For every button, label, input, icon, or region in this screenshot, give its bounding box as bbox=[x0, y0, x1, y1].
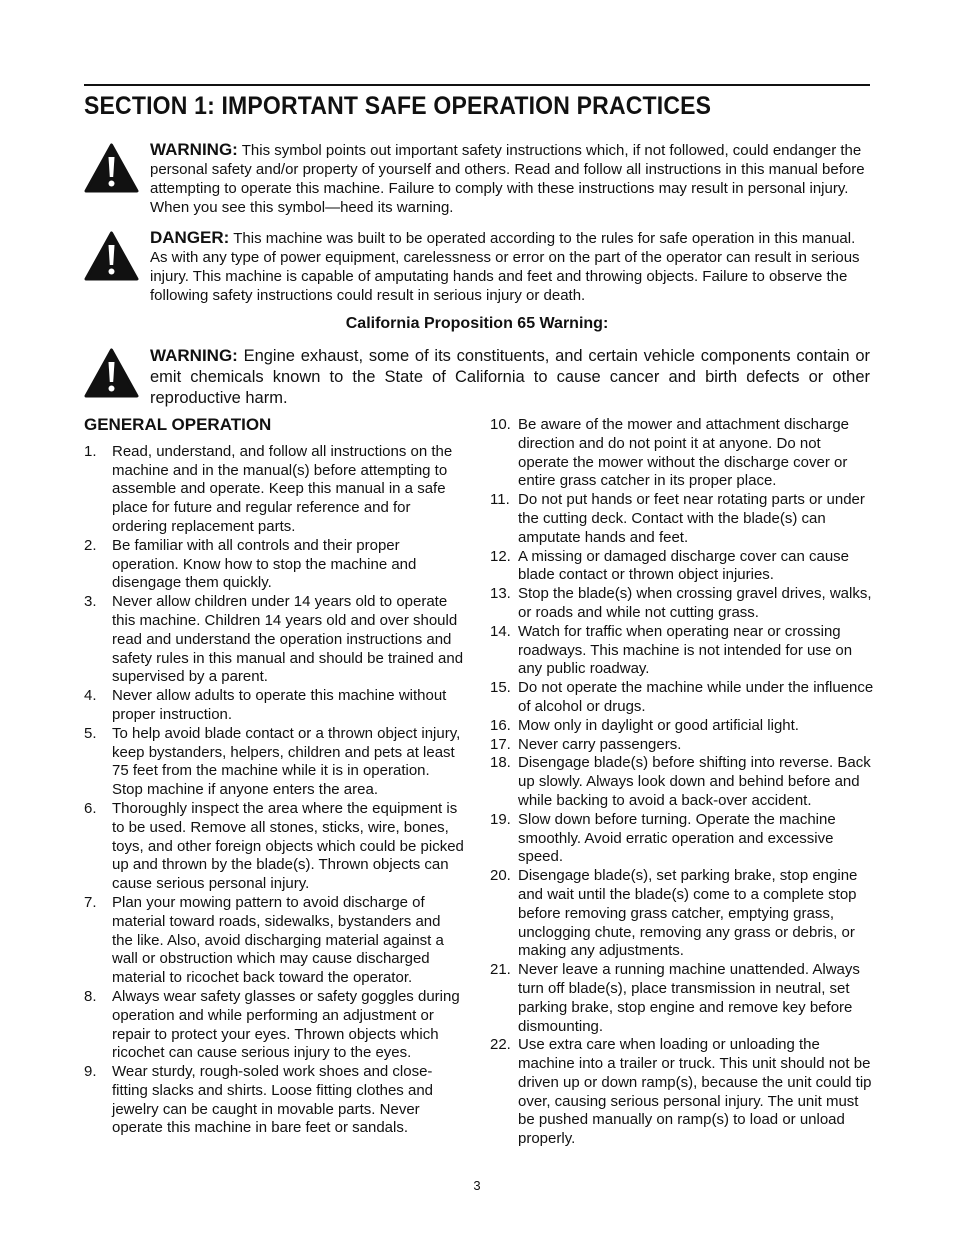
item-number: 14. bbox=[490, 622, 511, 640]
list-item bbox=[490, 811, 875, 867]
item-number: 20. bbox=[490, 867, 511, 885]
list-item bbox=[84, 725, 464, 800]
item-number: 5. bbox=[84, 724, 97, 742]
item-number: 16. bbox=[490, 716, 511, 734]
right-column bbox=[490, 416, 875, 1149]
item-text: Do not put hands or feet near rotating parts or under the cutting deck. Contact with the blade(s) can amputate hands and feet. bbox=[518, 491, 865, 546]
list-item bbox=[84, 687, 464, 725]
warning-notice bbox=[84, 140, 870, 217]
warning-notice-text bbox=[150, 140, 870, 217]
item-number: 12. bbox=[490, 547, 511, 565]
item-text: A missing or damaged discharge cover can cause blade contact or thrown object injuries. bbox=[518, 547, 850, 584]
list-item bbox=[490, 867, 875, 961]
item-text: Use extra care when loading or unloading the machine into a trailer or truck. This unit should not be driven up or down ramp(s), because the unit could tip over, causing serious personal injury. The unit must be pushed manually on ramp(s) to load or unload properly. bbox=[518, 1036, 872, 1148]
notice-heading: WARNING: bbox=[150, 140, 238, 159]
list-item bbox=[84, 800, 464, 894]
item-text: Plan your mowing pattern to avoid discharge of material toward roads, sidewalks, bystanders and the like. Also, avoid discharging material against a wall or obstruction which may cause discharged material to ricochet back toward the operator. bbox=[112, 893, 444, 987]
item-number: 8. bbox=[84, 987, 97, 1005]
list-item bbox=[490, 1036, 875, 1149]
prop65-warning-text bbox=[150, 345, 870, 409]
notice-body: Engine exhaust, some of its constituents, and certain vehicle components contain or emit chemicals known to the State of California to cause cancer and birth defects or other reproductive harm. bbox=[150, 347, 870, 407]
item-text: Read, understand, and follow all instructions on the machine and in the manual(s) before attempting to assemble and operate. Keep this manual in a safe place for future and regular reference and for ordering replacement parts. bbox=[112, 442, 453, 535]
item-text: Wear sturdy, rough-soled work shoes and close-fitting slacks and shirts. Loose fitting clothes and jewelry can be caught in movable parts. Never operate this machine in bare feet or sandals. bbox=[112, 1063, 434, 1137]
item-text: Do not operate the machine while under the influence of alcohol or drugs. bbox=[518, 679, 874, 715]
item-number: 6. bbox=[84, 799, 97, 817]
item-number: 15. bbox=[490, 679, 511, 697]
item-text: Disengage blade(s), set parking brake, stop engine and wait until the blade(s) come to a complete stop before removing grass catcher, emptying grass, unclogging chute, removing any grass or debris, or making any adjustments. bbox=[518, 867, 858, 960]
notice-heading: WARNING: bbox=[150, 346, 238, 365]
list-item bbox=[84, 988, 464, 1063]
item-text: Mow only in daylight or good artificial light. bbox=[518, 716, 799, 734]
item-text: Be aware of the mower and attachment discharge direction and do not point it at anyone. Do not operate the mower without the discharge cover or entire grass catcher in its proper place. bbox=[518, 416, 850, 490]
safety-list-right bbox=[490, 416, 875, 1149]
item-text: Thoroughly inspect the area where the equipment is to be used. Remove all stones, sticks, wire, bones, toys, and other foreign objects which could be picked up and thrown by the blade(s). Thrown objects can cause serious personal injury. bbox=[112, 799, 464, 893]
item-number: 22. bbox=[490, 1036, 511, 1054]
list-item bbox=[84, 593, 464, 687]
list-item bbox=[490, 679, 875, 717]
list-item bbox=[490, 548, 875, 586]
list-item bbox=[84, 1063, 464, 1138]
list-item bbox=[490, 717, 875, 736]
list-item bbox=[490, 754, 875, 810]
item-number: 13. bbox=[490, 585, 511, 603]
item-number: 2. bbox=[84, 536, 97, 554]
item-number: 11. bbox=[490, 491, 510, 509]
page-number: 3 bbox=[473, 1178, 481, 1193]
item-text: Never allow adults to operate this machine without proper instruction. bbox=[112, 687, 447, 723]
safety-list-left bbox=[84, 443, 464, 1138]
prop65-warning-notice bbox=[84, 345, 870, 409]
notice-heading: DANGER: bbox=[150, 228, 230, 247]
warning-triangle-icon bbox=[84, 231, 139, 281]
item-number: 7. bbox=[84, 893, 97, 911]
notice-body: This symbol points out important safety instructions which, if not followed, could endanger the personal safety and/or property of yourself and others. Read and follow all instructions in this manual before attempting to operate this machine. Failure to comply with these instructions may result in personal injury. When you see this symbol—heed its warning. bbox=[150, 142, 865, 216]
item-number: 4. bbox=[84, 687, 97, 705]
list-item bbox=[84, 443, 464, 537]
item-text: Always wear safety glasses or safety goggles during operation and while performing an adjustment or repair to protect your eyes. Thrown objects which ricochet can cause serious injury to the eyes. bbox=[112, 987, 460, 1062]
item-number: 17. bbox=[490, 735, 511, 753]
item-number: 10. bbox=[490, 416, 511, 433]
item-text: Never leave a running machine unattended. Always turn off blade(s), place transmission in neutral, set parking brake, stop engine and remove key before dismounting. bbox=[518, 961, 860, 1035]
section-title: SECTION 1: IMPORTANT SAFE OPERATION PRACTICES bbox=[84, 92, 712, 120]
list-item bbox=[490, 623, 875, 679]
general-operation-heading: GENERAL OPERATION bbox=[84, 415, 272, 434]
list-item bbox=[84, 537, 464, 593]
list-item bbox=[84, 894, 464, 988]
item-number: 9. bbox=[84, 1063, 97, 1081]
list-item bbox=[490, 736, 875, 755]
list-item bbox=[490, 416, 875, 491]
item-text: Watch for traffic when operating near or crossing roadways. This machine is not intended for use on any public roadway. bbox=[518, 622, 853, 678]
warning-triangle-icon bbox=[84, 348, 139, 398]
list-item bbox=[490, 491, 875, 547]
notice-body: This machine was built to be operated according to the rules for safe operation in this manual. As with any type of power equipment, carelessness or error on the part of the operator can result in serious injury. This machine is capable of amputating hands and feet and throwing objects. Failure to observe the following safety instructions could result in serious injury or death. bbox=[150, 230, 860, 304]
top-rule bbox=[84, 84, 870, 86]
prop65-heading: California Proposition 65 Warning: bbox=[345, 315, 609, 332]
item-text: Stop the blade(s) when crossing gravel drives, walks, or roads and while not cutting grass. bbox=[518, 585, 872, 621]
warning-triangle-icon bbox=[84, 143, 139, 193]
item-text: Never allow children under 14 years old to operate this machine. Children 14 years old and over should read and understand the operation instructions and safety rules in this manual and should be trained and supervised by a parent. bbox=[112, 593, 464, 686]
list-item bbox=[490, 961, 875, 1036]
item-text: Disengage blade(s) before shifting into reverse. Back up slowly. Always look down and behind before and while backing to avoid a back-over accident. bbox=[518, 754, 871, 809]
item-text: Be familiar with all controls and their proper operation. Know how to stop the machine and disengage them quickly. bbox=[112, 536, 417, 592]
item-number: 21. bbox=[490, 961, 511, 979]
item-number: 18. bbox=[490, 754, 511, 772]
item-text: To help avoid blade contact or a thrown object injury, keep bystanders, helpers, children and pets at least 75 feet from the machine while it is in operation. Stop machine if anyone enters the area. bbox=[112, 724, 461, 799]
item-text: Never carry passengers. bbox=[518, 735, 682, 753]
list-item bbox=[490, 585, 875, 623]
danger-notice-text bbox=[150, 228, 870, 305]
danger-notice bbox=[84, 228, 870, 305]
item-text: Slow down before turning. Operate the machine smoothly. Avoid erratic operation and excessive speed. bbox=[518, 810, 836, 866]
item-number: 1. bbox=[84, 442, 97, 460]
left-column bbox=[84, 416, 464, 1138]
item-number: 19. bbox=[490, 810, 511, 828]
item-number: 3. bbox=[84, 593, 97, 611]
